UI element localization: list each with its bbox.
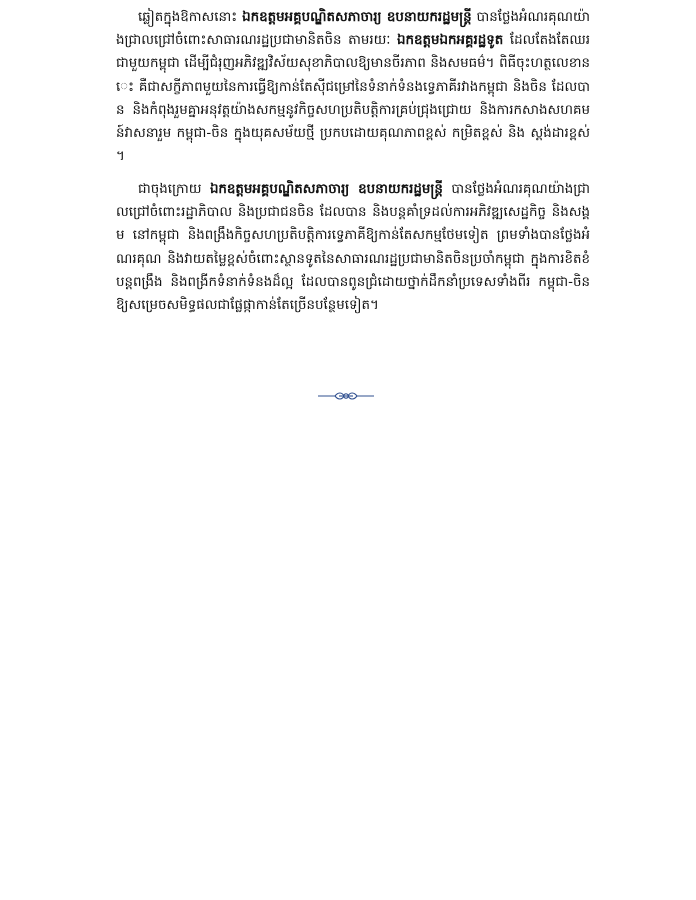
- paragraph-1-run-1: ឆ្លៀតក្នុងឱកាសនោះ: [138, 10, 243, 25]
- paragraph-1-run-5: ដែលតែងតែឈរជាមួយកម្ពុជា ដើម្បីជំរុញអភិវឌ្ឍវិស័យសុខាភិបាលឱ្យមានចីរភាព និងសមធម៌។ ពិធីចុះហត្ថលេខានេះ គឺជាសក្ខីភាពមួយនៃការធ្វើឱ្យកាន់តែស៊ីជម្រៅនៃទំនាក់ទំនងទ្វេភាគីរវាងកម្ពុជា និងចិន ដែលបាន និងកំពុងរួមគ្នាអនុវត្តយ៉ាងសកម្មនូវកិច្ចសហប្រតិបត្តិការគ្រប់ជ្រុងជ្រោយ និងការកសាងសហគមន៍វាសនារួម កម្ពុជា-ចិន ក្នុងយុគសម័យថ្មី ប្រកបដោយគុណភាពខ្ពស់ កម្រិតខ្ពស់ និង ស្តង់ដារខ្ពស់។: [116, 33, 590, 165]
- paragraph-2-run-1: ជាចុងក្រោយ: [138, 182, 210, 197]
- paragraph-1-run-3: បានថ្លែងអំណរគុណយ៉ាងជ្រាលជ្រៅចំពោះសាធារណរដ្ឋប្រជាមានិតចិន តាមរយៈ: [116, 10, 590, 49]
- paragraph-2: [116, 178, 590, 317]
- paragraph-2-run-3: បានថ្លែងអំណរគុណយ៉ាងជ្រាលជ្រៅចំពោះរដ្ឋាភិបាល និងប្រជាជនចិន ដែលបាន និងបន្តគាំទ្រដល់ការអភិវឌ្ឍសេដ្ឋកិច្ច និងសង្គម នៅកម្ពុជា និងពង្រឹងកិច្ចសហប្រតិបត្តិការទ្វេភាគីឱ្យកាន់តែសកម្មថែមទៀត ព្រមទាំងបានថ្លែងអំណរគុណ និងវាយតម្លៃខ្ពស់ចំពោះស្ថានទូតនៃសាធារណរដ្ឋប្រជាមានិតចិនប្រចាំកម្ពុជា ក្នុងការខិតខំបន្តពង្រឹង និងពង្រីកទំនាក់ទំនងដ៏ល្អ ដែលបានពូនជ្រំដោយថ្នាក់ដឹកនាំប្រទេសទាំងពីរ កម្ពុជា-ចិន ឱ្យសម្រេចសមិទ្ធផលជាផ្លែផ្កាកាន់តែច្រើនបន្ថែមទៀត។: [116, 182, 591, 314]
- paragraph-2-run-2: ឯកឧត្តមអគ្គបណ្ឌិតសភាចារ្យ ឧបនាយករដ្ឋមន្ត្រី: [209, 182, 443, 197]
- paragraph-1: [116, 6, 590, 168]
- paragraph-1-run-4: ឯកឧត្តមឯកអគ្គរដ្ឋទូត: [397, 33, 504, 49]
- paragraph-1-run-2: ឯកឧត្តមអគ្គបណ្ឌិតសភាចារ្យ ឧបនាយករដ្ឋមន្ត្រី: [242, 10, 472, 25]
- ornamental-divider-icon: [316, 388, 376, 404]
